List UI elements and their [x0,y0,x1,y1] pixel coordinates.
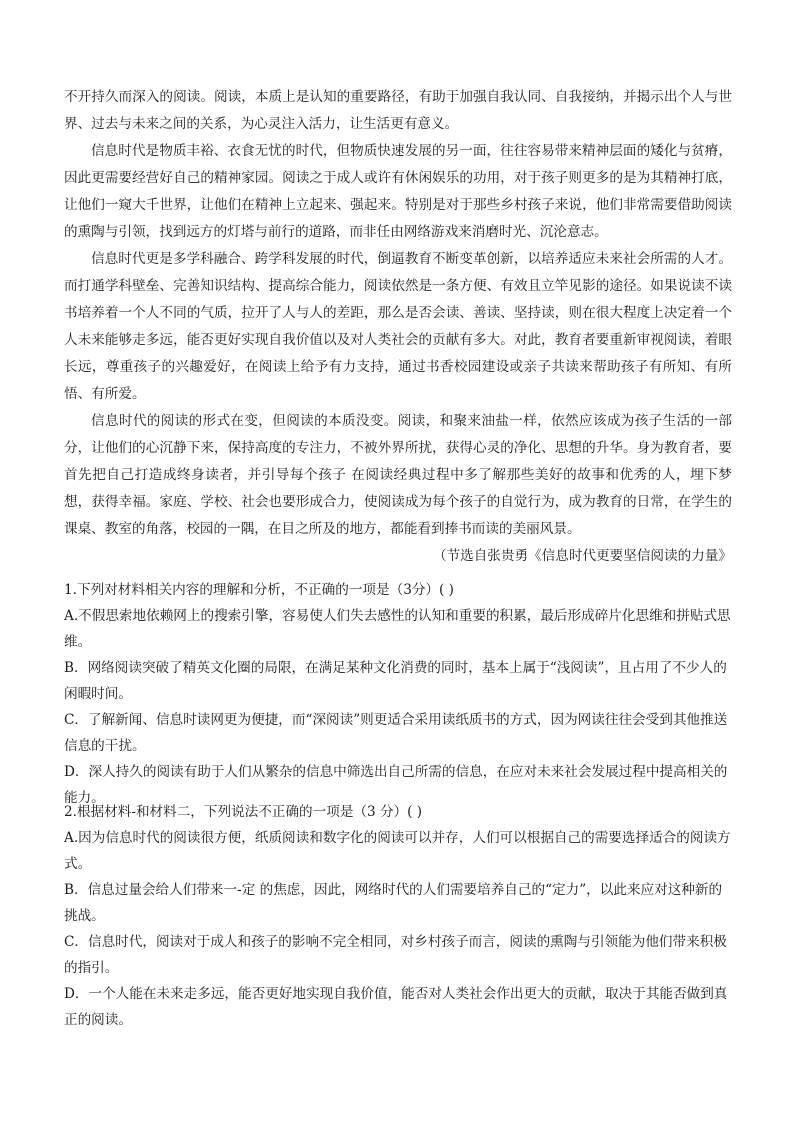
question-1-stem: 1.下列对材料相关内容的理解和分析，不正确的一项是（3分）( ) [64,582,454,598]
question-2-option-c: C．信息时代，阅读对于成人和孩子的影响不完全相同，对乡村孩子而言，阅读的熏陶与引领能为他们带来积极的指引。 [64,934,727,976]
article-paragraph-1: 不开持久而深入的阅读。阅读，本质上是认知的重要路径，有助于加强自我认同、自我接纳，并揭示出个人与世界、过去与未来之间的关系，为心灵注入活力，让生活更有意义。 [64,89,732,132]
article-paragraph-4: 信息时代的阅读的形式在变，但阅读的本质没变。阅读，和聚来油盐一样，依然应该成为孩子生活的一部分，让他们的心沉静下来，保持高度的专注力，不被外界所扰，获得心灵的净化、思想的升华。身为教育者，要首先把自己打造成终身读者，并引导每个孩子 在阅读经典过程中多了解那些美好的故事和优秀的人，埋下梦想，获得幸福。家庭、学校、社会也要形成合力，使阅读成为每个孩子的自觉行为，成为教育的日常，在学生的课桌、教室的角落，校园的一隅，在目之所及的地方，都能看到捧书而读的美丽风景。 [64,413,732,537]
question-2 [64,799,732,1033]
question-2-stem: 2.根据材料-和材料二，下列说法不正确的一项是（3 分）( ) [64,804,423,820]
question-1-option-d: D．深人持久的阅读有助于人们从繁杂的信息中筛选出自己所需的信息，在应对未来社会发展过程中提高相关的能力。 [64,764,728,806]
article-paragraph-2: 信息时代是物质丰裕、衣食无忧的时代，但物质快速发展的另一面，往往容易带来精神层面的矮化与贫瘠，因此更需要经营好自己的精神家园。阅读之于成人或许有休闲娱乐的功用，对于孩子则更多的是为其精神打底，让他们一窥大千世界，让他们在精神上立起来、强起来。特别是对于那些乡村孩子来说，他们非常需要借助阅读的熏陶与引领，找到远方的灯塔与前行的道路，而非任由网络游戏来消磨时光、沉沦意志。 [64,143,732,240]
question-2-option-a: A.因为信息时代的阅读很方便，纸质阅读和数字化的阅读可以并存，人们可以根据自己的需要选择适合的阅读方式。 [64,830,731,872]
question-2-option-b: B．信息过量会给人们带来一-定 的焦虑，因此，网络时代的人们需要培养自己的“定力”，以此来应对这种新的挑战。 [64,882,723,924]
article-body [64,84,732,570]
question-1-option-a: A.不假思索地依赖网上的搜索引擎，容易使人们失去感性的认知和重要的积累，最后形成碎片化思维和拼贴式思维。 [64,608,731,650]
article-paragraph-3: 信息时代更是多学科融合、跨学科发展的时代，倒逼教育不断变革创新，以培养适应未来社会所需的人才。而打通学科壁垒、完善知识结构、提高综合能力，阅读依然是一条方便、有效且立竿见影的途径。如果说读不读书培养着一个人不同的气质，拉开了人与人的差距，那么是否会读、善读、坚持读，则在很大程度上决定着一个人未来能够走多远，能否更好实现自我价值以及对人类社会的贡献有多大。对此，教育者要重新审视阅读，着眼长远，尊重孩子的兴趣爱好，在阅读上给予有力支持，通过书香校园建设或亲子共读来帮助孩子有所知、有所悟、有所爱。 [64,251,732,402]
question-1-option-c: C．了解新闻、信息时读网更为便捷，而“深阅读”则更适合采用读纸质书的方式，因为网读往往会受到其他推送信息的干扰。 [64,712,728,754]
article-source-citation: （节选自张贵勇《信息时代更要坚信阅读的力量》 [432,548,732,564]
question-1-option-b: B．网络阅读突破了精英文化圈的局限，在满足某种文化消费的同时，基本上属于“浅阅读”，且占用了不少人的闲暇时间。 [64,660,727,702]
question-1 [64,577,732,811]
question-2-option-d: D．一个人能在未来走多远，能否更好地实现自我价值，能否对人类社会作出更大的贡献，取决于其能否做到真正的阅读。 [64,986,728,1028]
